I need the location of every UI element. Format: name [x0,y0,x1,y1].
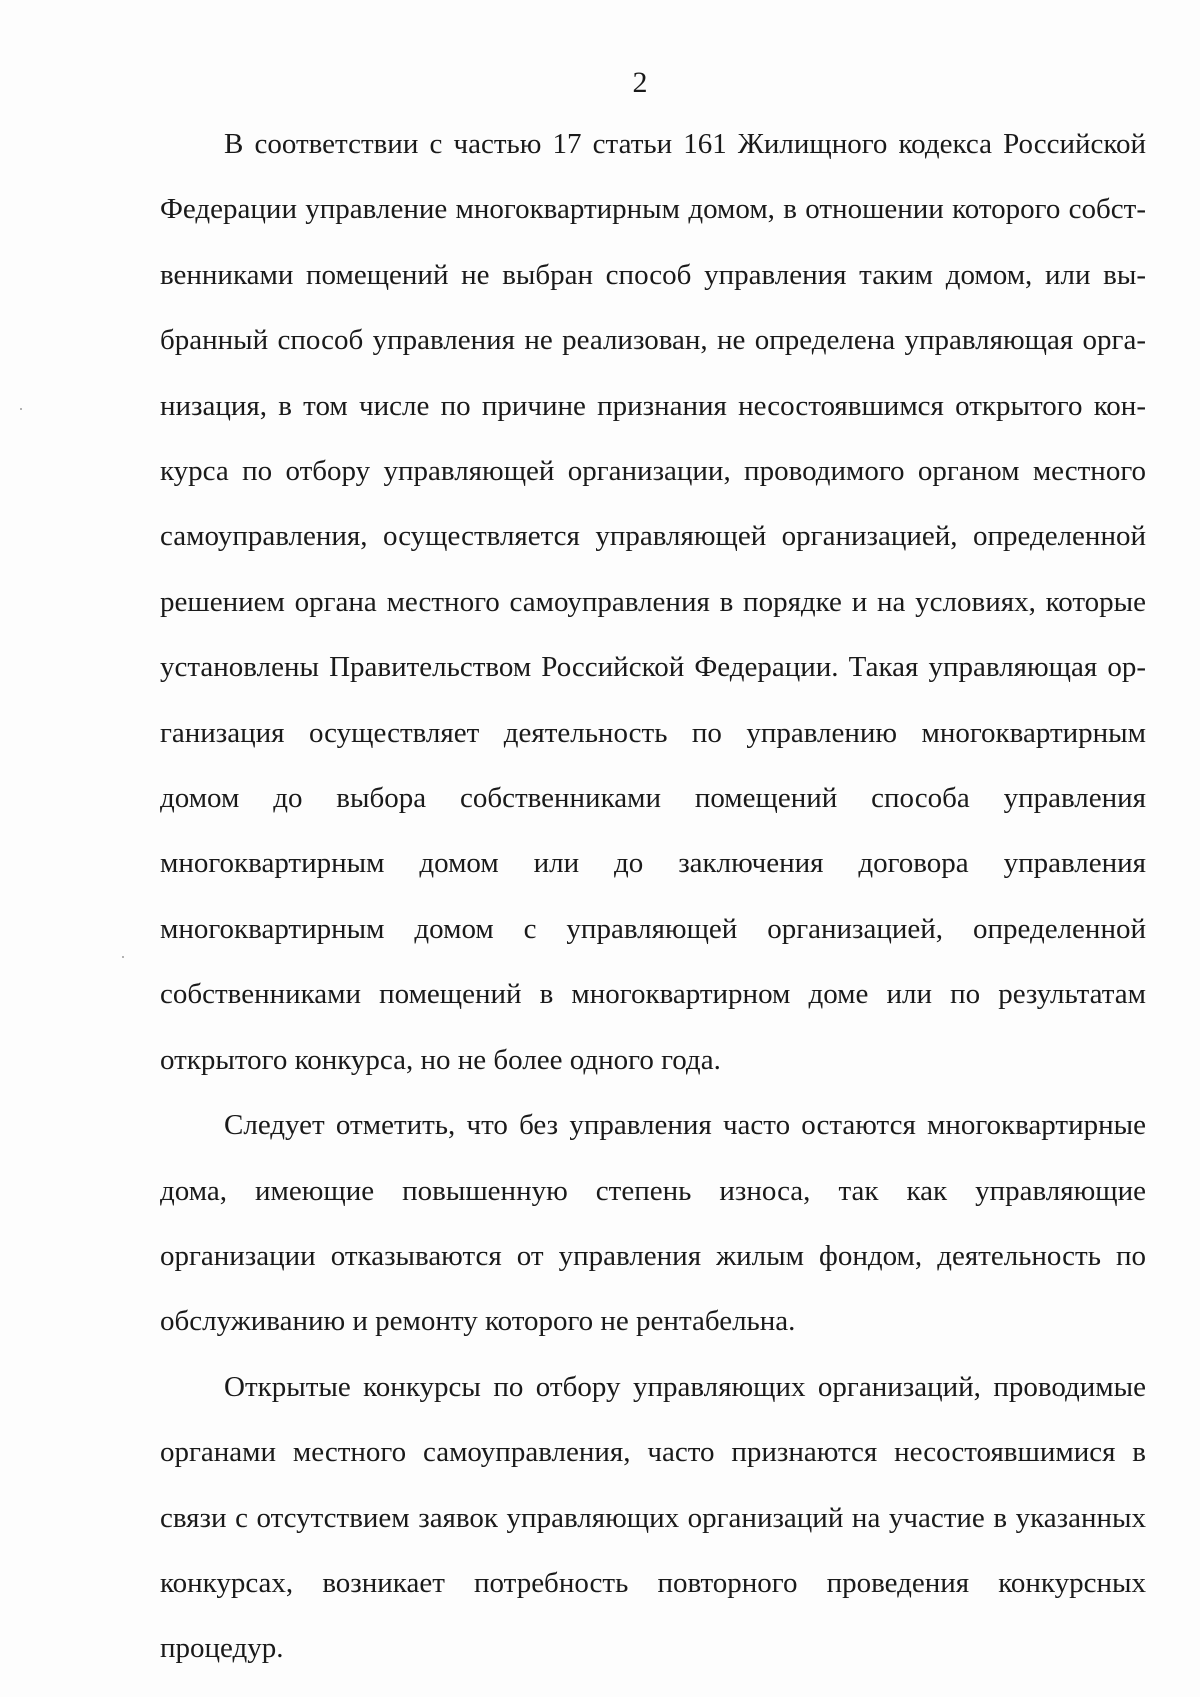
scan-speck [20,408,22,410]
paragraph-unmanaged-buildings: Следует отметить, что без управления часто остаются многоквартирные дома, имеющие повышенную степень износа, так как управляющие организации отказываются от управления жилым фондом, деятельность по обслуживанию и ремонту которого не рентабельна. [160,1109,1146,1338]
document-body [160,112,1146,1682]
paragraph-housing-code-article: В соответствии с частью 17 статьи 161 Жилищного кодекса Российской Федерации управление многоквартирным домом, в отношении которого собственниками помещений не выбран способ управления таким домом, или выбранный способ управления не реализован, не определена управляющая организация, в том числе по причине признания несостоявшимся открытого конкурса по отбору управляющей организации, проводимого органом местного самоуправления, осуществляется управляющей организацией, определенной решением органа местного самоуправления в порядке и на условиях, которые установлены Правительством Российской Федерации. Такая управляющая организация осуществляет деятельность по управлению многоквартирным домом до выбора собственниками помещений способа управления многоквартирным домом или до заключения договора управления многоквартирным домом с управляющей организацией, определенной собственниками помещений в многоквартирном доме или по результатам открытого конкурса, но не более одного года. [160,128,1146,1076]
page-number: 2 [632,66,648,99]
paragraph-open-tenders: Открытые конкурсы по отбору управляющих организаций, проводимые органами местного самоуправления, часто признаются несостоявшимися в связи с отсутствием заявок управляющих организаций на участие в указанных конкурсах, возникает потребность повторного проведения конкурсных процедур. [160,1370,1146,1665]
scan-speck [122,956,124,958]
